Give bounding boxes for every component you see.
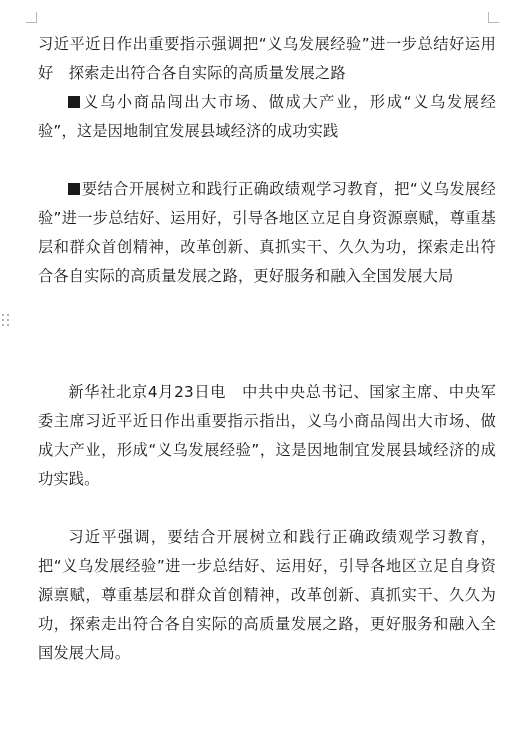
drag-handle-icon[interactable] [2, 314, 10, 328]
black-square-bullet-icon [68, 96, 80, 108]
body-paragraph-2: 习近平强调，要结合开展树立和践行正确政绩观学习教育，把“义乌发展经验”进一步总结好、运用好，引导各地区立足自身资源禀赋，尊重基层和群众首创精神，改革创新、真抓实干、久久为功，探索走出符合各自实际的高质量发展之路，更好服务和融入全国发展大局。 [38, 528, 496, 662]
blank-line [38, 146, 496, 175]
blank-line [38, 494, 496, 523]
blank-line [38, 291, 496, 349]
document-body[interactable] [38, 30, 496, 668]
page-corner-mark-top-left [26, 12, 37, 23]
summary-text-2: 要结合开展树立和践行正确政绩观学习教育，把“义乌发展经验”进一步总结好、运用好，引导各地区立足自身资源禀赋，尊重基层和群众首创精神，改革创新、真抓实干、久久为功，探索走出符合各自实际的高质量发展之路，更好服务和融入全国发展大局 [38, 180, 496, 285]
headline-paragraph: 习近平近日作出重要指示强调把“义乌发展经验”进一步总结好运用好 探索走出符合各自实际的高质量发展之路 [38, 35, 496, 82]
summary-paragraph-1 [38, 88, 496, 146]
body-paragraph-1: 新华社北京4月23日电 中共中央总书记、国家主席、中央军委主席习近平近日作出重要指示指出，义乌小商品闯出大市场、做成大产业，形成“义乌发展经验”，这是因地制宜发展县域经济的成功实践。 [38, 383, 496, 488]
page-corner-mark-top-right [488, 12, 499, 23]
summary-text-1: 义乌小商品闯出大市场、做成大产业，形成“义乌发展经验”，这是因地制宜发展县域经济的成功实践 [38, 93, 496, 140]
summary-paragraph-2 [38, 175, 496, 291]
black-square-bullet-icon [68, 183, 80, 195]
blank-line [38, 349, 496, 378]
